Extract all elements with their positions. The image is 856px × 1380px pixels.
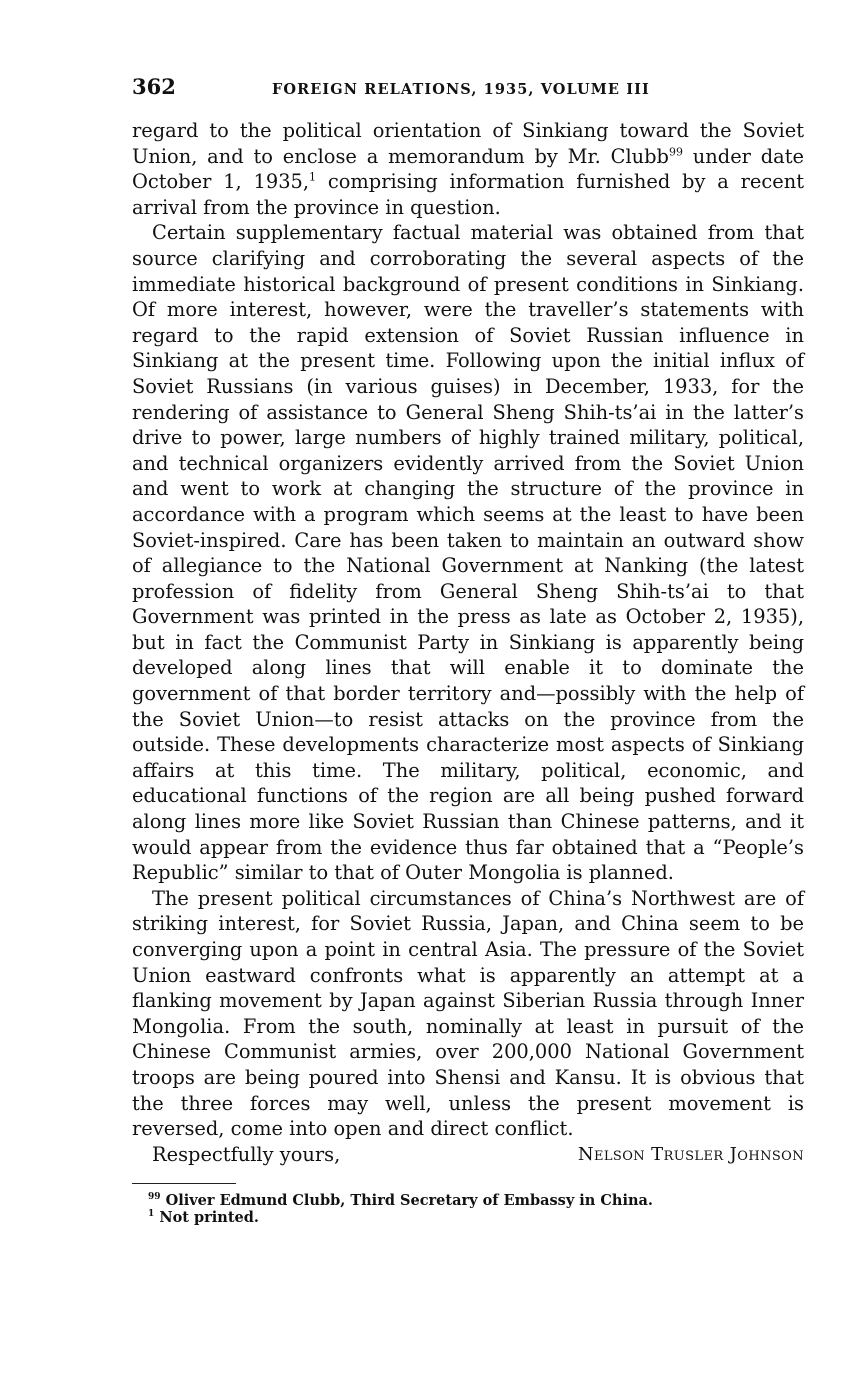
letter-body (132, 118, 804, 1142)
paragraph-sinkiang-developments: Certain supplementary factual material was obtained from that source clarifying and corroborating the several aspects of the immediate historical background of present conditions in Sinkiang. Of more interest, however, were the traveller’s statements with regard to the rapid extension of Soviet Russian influence in Sinkiang at the present time. Following upon the initial influx of Soviet Russians (in various guises) in December, 1933, for the rendering of assistance to General Sheng Shih-ts’ai in the latter’s drive to power, large numbers of highly trained military, political, and technical organizers evidently arrived from the Soviet Union and went to work at changing the structure of the province in accordance with a program which seems at the least to have been Soviet-inspired. Care has been taken to maintain an outward show of allegiance to the National Government at Nanking (the latest profession of fidelity from General Sheng Shih-ts’ai to that Government was printed in the press as late as October 2, 1935), but in fact the Communist Party in Sinkiang is apparently being developed along lines that will enable it to dominate the government of that border territory and—possibly with the help of the Soviet Union—to resist attacks on the province from the outside. These developments characterize most aspects of Sinkiang affairs at this time. The military, political, economic, and educational functions of the region are all being pushed forward along lines more like Soviet Russian than Chinese patterns, and it would appear from the evidence thus far obtained that a “People’s Republic” similar to that of Outer Mongolia is planned. (132, 221, 804, 885)
footnote-99 (148, 1192, 804, 1209)
footnote-divider (132, 1183, 236, 1184)
footnotes (132, 1192, 804, 1226)
document-page (132, 74, 804, 1226)
running-head: FOREIGN RELATIONS, 1935, VOLUME III (272, 81, 650, 98)
footnote-1 (148, 1209, 804, 1226)
footnote-ref-1: 1 (309, 170, 317, 184)
footnote-mark: 99 (148, 1191, 161, 1202)
footnote-ref-99: 99 (668, 145, 683, 159)
complimentary-close: Respectfully yours, (152, 1142, 341, 1166)
page-number: 362 (132, 74, 176, 99)
paragraph-continued: regard to the political orientation of Sinkiang toward the Soviet Union, and to enclose a memorandum by Mr. Clubb$^{99}$ under date October 1, 1935,$^1$ comprising information furnished by a recent arrival from the province in question. (132, 119, 805, 219)
footnote-text: Not printed. (159, 1208, 259, 1226)
letter-closing (132, 1142, 804, 1168)
footnote-text: Oliver Edmund Clubb, Third Secretary of Embassy in China. (165, 1191, 653, 1209)
page-header (132, 74, 804, 108)
paragraph-northwest-circumstances: The present political circumstances of China’s Northwest are of striking interest, for Soviet Russia, Japan, and China seem to be converging upon a point in central Asia. The pressure of the Soviet Union eastward confronts what is apparently an attempt at a flanking movement by Japan against Siberian Russia through Inner Mongolia. From the south, nominally at least in pursuit of the Chinese Communist armies, over 200,000 National Government troops are being poured into Shensi and Kansu. It is obvious that the three forces may well, unless the present movement is reversed, come into open and direct conflict. (132, 886, 804, 1141)
signature: Nelson Trusler Johnson (577, 1143, 804, 1165)
footnote-mark: 1 (148, 1208, 155, 1219)
